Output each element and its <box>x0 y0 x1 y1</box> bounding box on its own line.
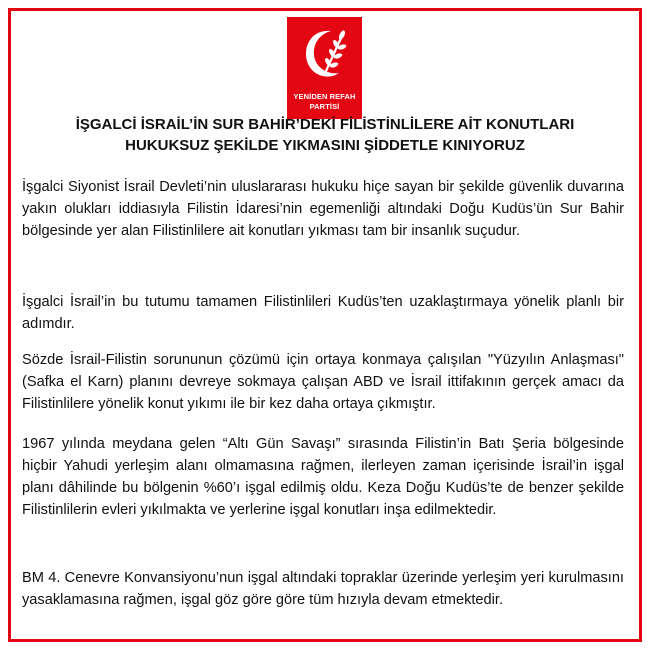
headline-line1: İŞGALCİ İSRAİL’İN SUR BAHİR’DEKİ FİLİSTİNLİLERE AİT KONUTLARI <box>75 116 575 133</box>
logo-name-line1: YENİDEN REFAH <box>293 92 356 101</box>
paragraph-5: BM 4. Cenevre Konvansiyonu’nun işgal altındaki topraklar üzerinde yerleşim yeri kurulmasını yasaklamasına rağmen, işgal göz göre göre tüm hızıyla devam etmektedir. <box>22 570 624 608</box>
paragraph-4: 1967 yılında meydana gelen “Altı Gün Savaşı” sırasında Filistin’in Batı Şeria bölgesinde hiçbir Yahudi yerleşim alanı olmamasına rağmen, ilerleyen zaman içerisinde İsrail’in işgal planı dâhilinde bu bölgenin %60’ı işgal edilmiş oldu. Keza Doğu Kudüs’te de benzer şekilde Filistinlilerin evleri yıkılmakta ve yerlerine işgal konutları inşa edilmektedir. <box>22 436 624 518</box>
crescent-wheat-icon <box>287 17 362 92</box>
headline-line2: HUKUKSUZ ŞEKİLDE YIKMASINI ŞİDDETLE KINIYORUZ <box>125 137 525 154</box>
paragraph-2: İşgalci İsrail’in bu tutumu tamamen Filistinlileri Kudüs’ten uzaklaştırmaya yönelik planlı bir adımdır. <box>22 294 624 332</box>
logo-name-line2: PARTİSİ <box>309 102 340 111</box>
party-logo <box>287 17 362 119</box>
paragraph-1: İşgalci Siyonist İsrail Devleti’nin uluslararası hukuku hiçe sayan bir şekilde güvenlik duvarına yakın olukları iddiasıyla Filistin İdaresi’nin egemenliği altındaki Doğu Kudüs’ün Sur Bahir bölgesinde yer alan Filistinlilere ait konutları yıkması tam bir insanlık suçudur. <box>22 179 624 239</box>
paragraph-3: Sözde İsrail-Filistin sorununun çözümü için ortaya konmaya çalışılan "Yüzyılın Anlaşması"(Safka el Karn) planını devreye sokmaya çalışan ABD ve İsrail ittifakının gerçek amacı da Filistinlilere yönelik konut yıkımı ile bir kez daha ortaya çıkmıştır. <box>22 352 624 412</box>
